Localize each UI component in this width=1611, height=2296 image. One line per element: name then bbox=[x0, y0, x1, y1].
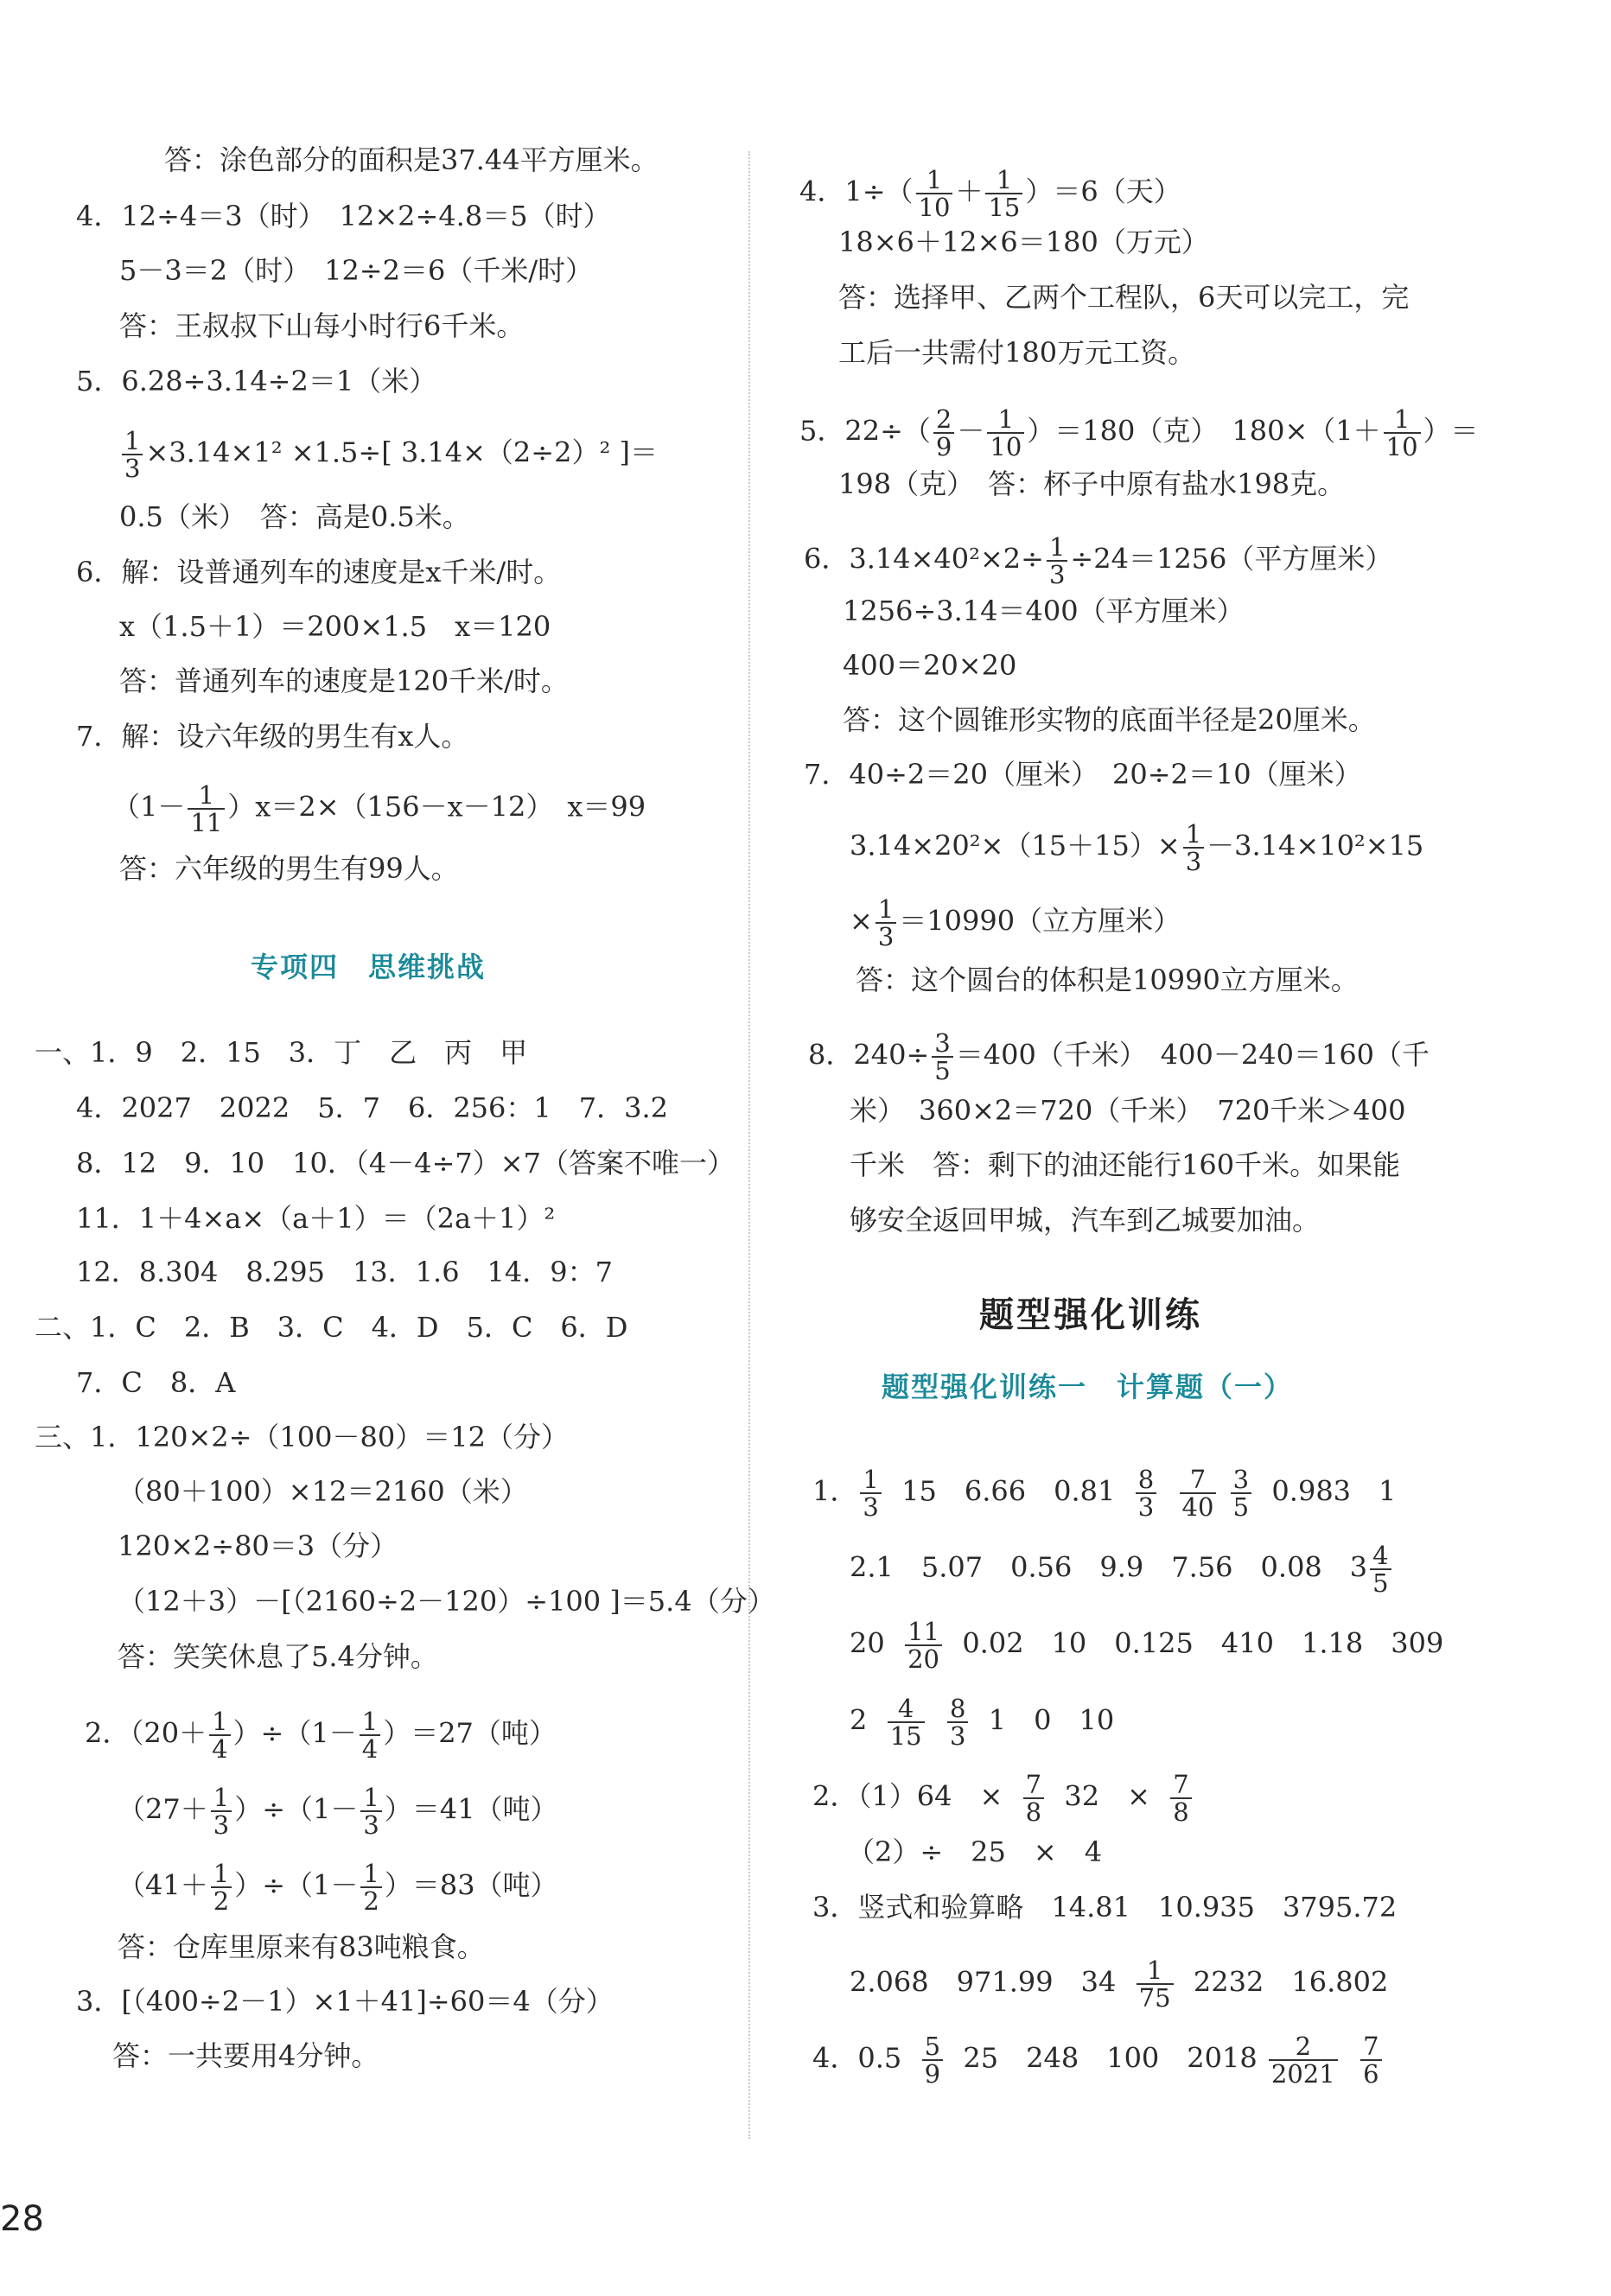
answer-line: 答：一共要用4分钟。 bbox=[112, 2039, 379, 2072]
fraction: $\frac{1}{11}$ bbox=[188, 782, 225, 836]
answer-line: 11．1＋4×a×（a＋1）＝（2a＋1）² bbox=[76, 1202, 556, 1235]
answer-line: x（1.5＋1）＝200×1.5 x＝120 bbox=[119, 610, 551, 643]
answer-line: 1． $\frac{1}{3}$ 15 6.66 0.81 $\frac{8}{3}$ $\frac{7}{40}$ $\frac{3}{5}$ 0.983 1 bbox=[812, 1465, 1397, 1522]
fraction: $\frac{1}{3}$ bbox=[360, 1784, 381, 1838]
fraction: $\frac{1}{4}$ bbox=[360, 1708, 380, 1762]
fraction: $\frac{1}{10}$ bbox=[987, 406, 1024, 460]
fraction: $\frac{1}{10}$ bbox=[916, 167, 953, 220]
answer-line: 答：六年级的男生有99人。 bbox=[119, 852, 459, 885]
answer-line: 12．8.304 8.295 13．1.6 14．9：7 bbox=[76, 1256, 613, 1288]
answer-line: 2．（1）64 × $\frac{7}{8}$ 32 × $\frac{7}{8}$ bbox=[812, 1771, 1194, 1825]
answer-line: 1256÷3.14＝400（平方厘米） bbox=[843, 595, 1245, 627]
fraction: $\frac{3}{5}$ bbox=[1231, 1466, 1251, 1520]
answer-line: 答：选择甲、乙两个工程队，6天可以完工，完 bbox=[838, 281, 1410, 314]
answer-line: 二、1．C 2．B 3．C 4．D 5．C 6．D bbox=[35, 1311, 628, 1344]
answer-line: 5．6.28÷3.14÷2＝1（米） bbox=[76, 365, 437, 398]
answer-line: 8．240÷ $\frac{3}{5}$ ＝400（千米） 400－240＝160（千 bbox=[808, 1028, 1430, 1085]
answer-line: 答：王叔叔下山每小时行6千米。 bbox=[119, 309, 525, 342]
answer-line: 答：涂色部分的面积是37.44平方厘米。 bbox=[164, 143, 659, 176]
fraction: $\frac{5}{9}$ bbox=[922, 2033, 943, 2087]
fraction: $\frac{11}{20}$ bbox=[905, 1619, 942, 1672]
answer-line: 3．[（400÷2－1）×1＋41]÷60＝4（分） bbox=[76, 1985, 614, 2018]
answer-line: 4．2027 2022 5．7 6．256：1 7．3.2 bbox=[76, 1091, 669, 1124]
answer-line: 答：笑笑休息了5.4分钟。 bbox=[118, 1640, 438, 1673]
fraction: $\frac{1}{10}$ bbox=[1384, 406, 1421, 460]
answer-line: 8．12 9．10 10．（4－4÷7）×7（答案不唯一） bbox=[76, 1147, 735, 1180]
answer-line: 米） 360×2＝720（千米） 720千米＞400 bbox=[850, 1094, 1406, 1127]
answer-line: 4．1÷（ $\frac{1}{10}$ ＋ $\frac{1}{15}$ ）＝6（天） bbox=[799, 165, 1181, 222]
answer-line: 2.1 5.07 0.56 9.9 7.56 0.08 3 $\frac{4}{5}$ bbox=[850, 1542, 1394, 1596]
fraction: $\frac{1}{3}$ bbox=[1047, 534, 1067, 588]
fraction: $\frac{7}{6}$ bbox=[1360, 2033, 1381, 2087]
answer-line: 千米 答：剩下的油还能行160千米。如果能 bbox=[850, 1148, 1401, 1181]
answer-line: 答：仓库里原来有83吨粮食。 bbox=[118, 1930, 485, 1963]
fraction: $\frac{8}{3}$ bbox=[1136, 1466, 1156, 1520]
answer-line: 7．C 8．A bbox=[76, 1366, 236, 1399]
answer-line: 3．竖式和验算略 14.81 10.935 3795.72 bbox=[812, 1891, 1398, 1924]
fraction: $\frac{1}{3}$ bbox=[122, 428, 143, 481]
answer-line: 5－3＝2（时） 12÷2＝6（千米/时） bbox=[119, 254, 594, 287]
answer-line: 三、1．120×2÷（100－80）＝12（分） bbox=[35, 1421, 569, 1453]
fraction: $\frac{4}{15}$ bbox=[888, 1695, 925, 1749]
answer-line: $\frac{1}{3}$ ×3.14×1² ×1.5÷[ 3.14×（2÷2）² ]＝ bbox=[119, 428, 658, 481]
answer-line: （2）÷ 25 × 4 bbox=[847, 1835, 1103, 1868]
answer-line: （27＋ $\frac{1}{3}$ ）÷（1－ $\frac{1}{3}$ ）＝41（吨） bbox=[118, 1783, 558, 1840]
fraction: $\frac{7}{40}$ bbox=[1180, 1466, 1217, 1520]
section-heading: 专项四 思维挑战 bbox=[251, 951, 487, 983]
answer-line: 一、1．9 2．15 3．丁 乙 丙 甲 bbox=[35, 1036, 528, 1069]
answer-line: × $\frac{1}{3}$ ＝10990（立方厘米） bbox=[850, 894, 1181, 951]
answer-line: 120×2÷80＝3（分） bbox=[118, 1530, 398, 1562]
fraction: $\frac{8}{3}$ bbox=[947, 1695, 968, 1749]
answer-line: 答：普通列车的速度是120千米/时。 bbox=[119, 665, 569, 697]
fraction: $\frac{3}{5}$ bbox=[932, 1030, 952, 1084]
answer-line: 够安全返回甲城，汽车到乙城要加油。 bbox=[850, 1204, 1321, 1237]
fraction: $\frac{4}{5}$ bbox=[1370, 1542, 1391, 1596]
column-divider bbox=[748, 151, 750, 2139]
answer-line: （80＋100）×12＝2160（米） bbox=[118, 1475, 528, 1508]
fraction: $\frac{2}{9}$ bbox=[933, 406, 954, 460]
fraction: $\frac{1}{3}$ bbox=[211, 1784, 232, 1838]
fraction: $\frac{1}{2}$ bbox=[360, 1860, 381, 1914]
subsection-heading: 题型强化训练一 计算题（一） bbox=[882, 1371, 1294, 1403]
fraction: $\frac{1}{75}$ bbox=[1137, 1957, 1174, 2011]
answer-line: 400＝20×20 bbox=[843, 649, 1017, 682]
answer-line: 工后一共需付180万元工资。 bbox=[838, 336, 1196, 369]
answer-line: 答：这个圆台的体积是10990立方厘米。 bbox=[856, 964, 1359, 996]
answer-line: 7．40÷2＝20（厘米） 20÷2＝10（厘米） bbox=[804, 758, 1362, 791]
answer-line: 7．解：设六年级的男生有x人。 bbox=[76, 720, 469, 753]
fraction: $\frac{7}{8}$ bbox=[1023, 1771, 1044, 1825]
answer-line: 2．（20＋ $\frac{1}{4}$ ）÷（1－ $\frac{1}{4}$ ）＝27（吨） bbox=[85, 1707, 557, 1764]
answer-line: 2.068̇ 971.99 34 $\frac{1}{75}$ 2232 16.802 bbox=[850, 1956, 1389, 2013]
fraction: $\frac{1}{2}$ bbox=[211, 1860, 232, 1914]
answer-line: 6．3.14×40²×2÷ $\frac{1}{3}$ ÷24＝1256（平方厘米） bbox=[804, 532, 1393, 589]
answer-line: 6．解：设普通列车的速度是x千米/时。 bbox=[76, 556, 562, 588]
section-title: 题型强化训练 bbox=[979, 1295, 1202, 1335]
answer-line: （41＋ $\frac{1}{2}$ ）÷（1－ $\frac{1}{2}$ ）＝83（吨） bbox=[118, 1859, 558, 1916]
answer-line: 198（克） 答：杯子中原有盐水198克。 bbox=[838, 467, 1346, 500]
answer-line: 20 $\frac{11}{20}$ 0.02 10 0.125 410 1.18 309 bbox=[850, 1617, 1444, 1674]
answer-line: 4．0.5 $\frac{5}{9}$ 25 248 100 2018 $\frac{2}{2021}$ $\frac{7}{6}$ bbox=[812, 2033, 1385, 2087]
answer-line: （1－ $\frac{1}{11}$ ）x＝2×（156－x－12） x＝99 bbox=[112, 780, 646, 837]
answer-line: 0.5（米） 答：高是0.5米。 bbox=[119, 500, 470, 533]
answer-line: （12＋3）－[（2160÷2－120）÷100 ]＝5.4（分） bbox=[118, 1585, 775, 1618]
answer-line: 3.14×20²×（15＋15）× $\frac{1}{3}$ －3.14×10²×15 bbox=[850, 819, 1424, 876]
answer-line: 5．22÷（ $\frac{2}{9}$ － $\frac{1}{10}$ ）＝180（克） 180×（1＋ $\frac{1}{10}$ ）＝ bbox=[799, 404, 1479, 461]
answer-line: 18×6＋12×6＝180（万元） bbox=[838, 226, 1209, 258]
fraction: $\frac{7}{8}$ bbox=[1170, 1771, 1191, 1825]
fraction: $\frac{1}{4}$ bbox=[209, 1708, 230, 1762]
fraction: $\frac{1}{3}$ bbox=[1183, 821, 1204, 875]
fraction: $\frac{1}{15}$ bbox=[985, 167, 1022, 220]
answer-line: 4．12÷4＝3（时） 12×2÷4.8＝5（时） bbox=[76, 200, 611, 232]
answer-line: 2 $\frac{4}{15}$ $\frac{8}{3}$ 1 0 10 bbox=[850, 1694, 1115, 1751]
fraction: $\frac{1}{3}$ bbox=[860, 1466, 881, 1520]
fraction: $\frac{2}{2021}$ bbox=[1269, 2033, 1338, 2087]
answer-line: 答：这个圆锥形实物的底面半径是20厘米。 bbox=[843, 703, 1376, 736]
fraction: $\frac{1}{3}$ bbox=[876, 896, 896, 950]
page-number: 28 bbox=[0, 2199, 44, 2239]
